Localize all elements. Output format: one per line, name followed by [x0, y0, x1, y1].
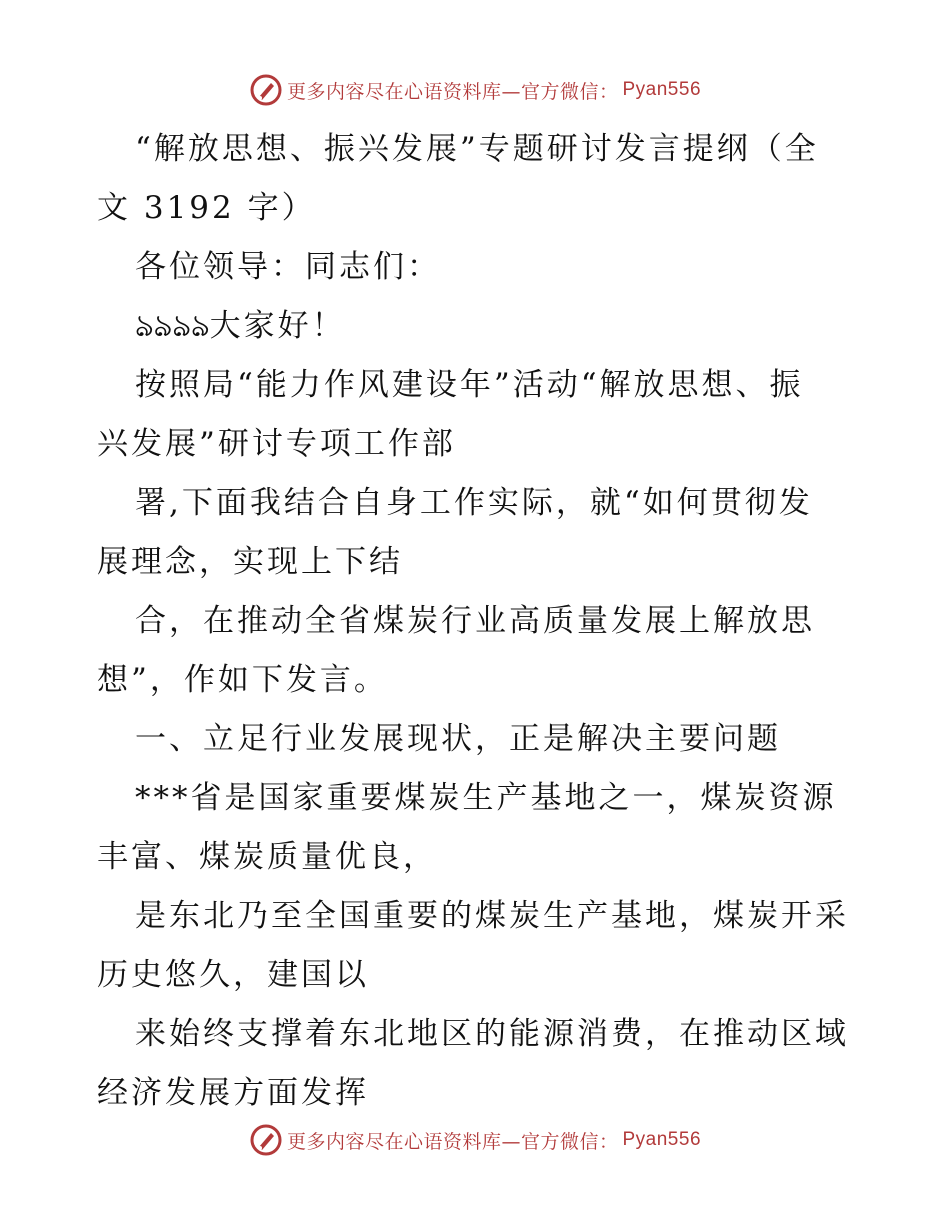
section-heading: 一、立足行业发展现状，正是解决主要问题 [135, 721, 781, 757]
doc-line: 按照局“能力作风建设年”活动“解放思想、振 [135, 367, 804, 403]
doc-line: 文 3192 字） [97, 190, 316, 226]
doc-line: 兴发展”研讨专项工作部 [97, 426, 456, 462]
doc-line: 各位领导：同志们： [135, 249, 441, 285]
watermark-banner-top [0, 70, 950, 110]
doc-line: 署,下面我结合自身工作实际，就“如何贯彻发 [135, 485, 813, 521]
doc-line: 想”，作如下发言。 [97, 662, 388, 698]
watermark-brand: Pyan556 [622, 1129, 702, 1150]
circle-pen-logo-icon [249, 1123, 283, 1157]
doc-line: 展理念，实现上下结 [97, 544, 403, 580]
doc-line: 合，在推动全省煤炭行业高质量发展上解放思 [135, 603, 815, 639]
circle-pen-logo-icon [249, 73, 283, 107]
watermark-text: 更多内容尽在心语资料库—官方微信： [286, 80, 619, 103]
doc-line: 经济发展方面发挥 [97, 1075, 369, 1111]
flourish-ornament-icon: ঌঌঌঌ [135, 308, 210, 344]
doc-line: 丰富、煤炭质量优良， [97, 839, 437, 875]
doc-line: ***省是国家重要煤炭生产基地之一，煤炭资源 [135, 780, 837, 816]
watermark-text: 更多内容尽在心语资料库—官方微信： [286, 1130, 619, 1153]
doc-line: “解放思想、振兴发展”专题研讨发言提纲（全 [135, 131, 819, 167]
document-body [97, 120, 857, 1123]
doc-line: 历史悠久，建国以 [97, 957, 369, 993]
doc-line: 是东北乃至全国重要的煤炭生产基地，煤炭开采 [135, 898, 849, 934]
doc-line: 来始终支撑着东北地区的能源消费，在推动区域 [135, 1016, 849, 1052]
doc-line: ঌঌঌঌ大家好！ [135, 308, 346, 344]
watermark-banner-bottom [0, 1120, 950, 1160]
watermark-brand: Pyan556 [622, 79, 702, 100]
